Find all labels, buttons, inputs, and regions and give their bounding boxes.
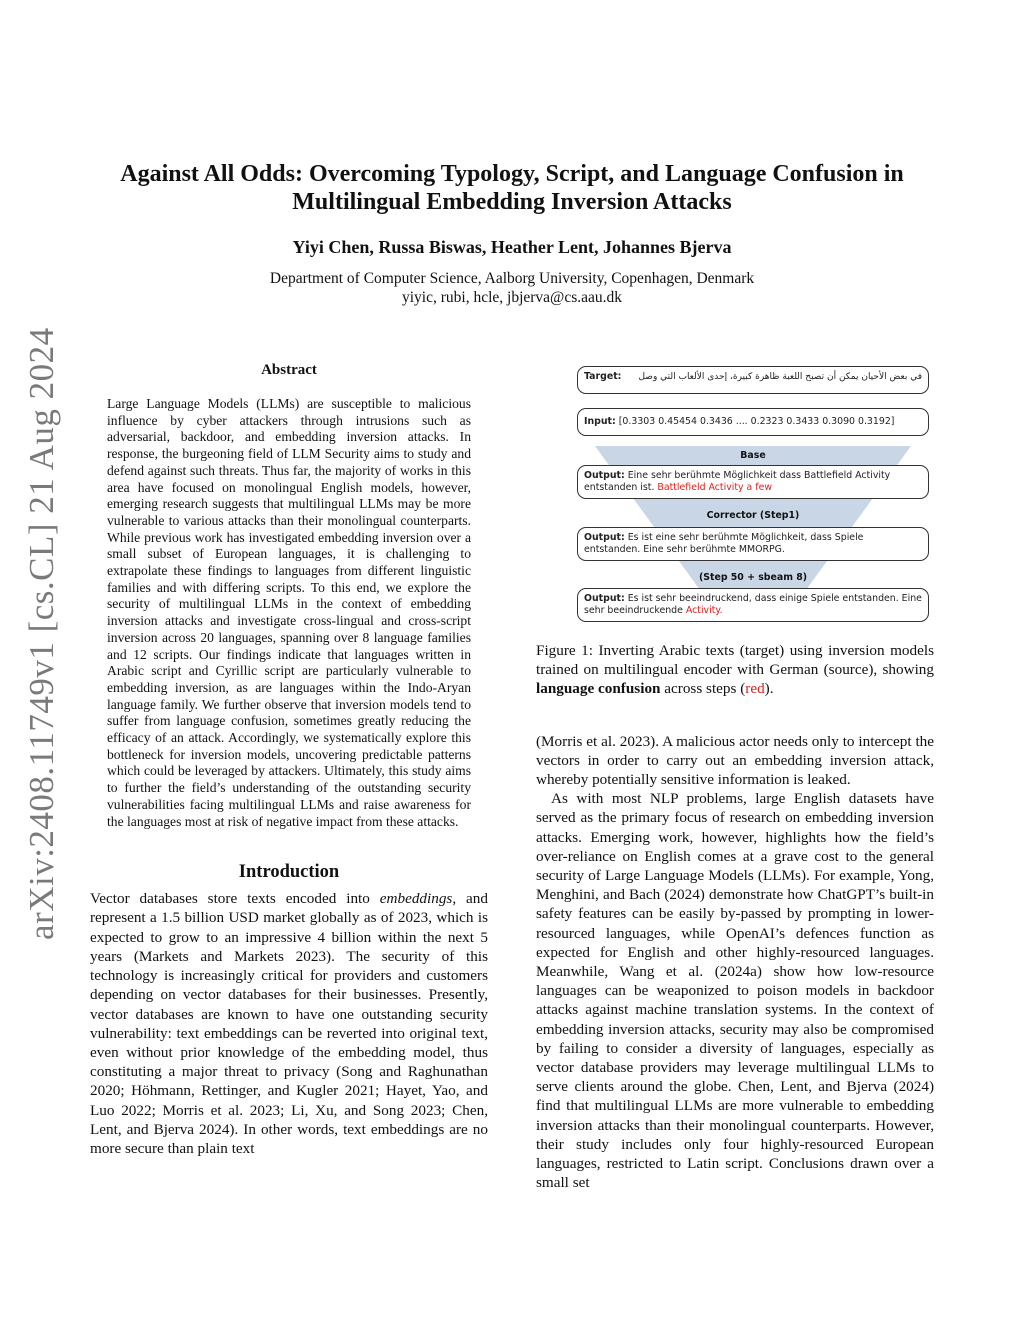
figure-1 xyxy=(575,362,931,624)
intro-emphasis-embeddings: embeddings xyxy=(379,890,453,908)
title-line-1: Against All Odds: Overcoming Typology, Script, and Language Confusion in xyxy=(120,161,904,187)
output-box-step50 xyxy=(577,588,929,622)
output-box-base xyxy=(577,465,929,499)
stage-base-label: Base xyxy=(740,450,766,461)
output-label: Output: xyxy=(584,593,625,604)
input-box xyxy=(577,408,929,436)
target-text: في بعض الأحيان يمكن أن تصبح اللعبة ظاهرة كبيرة، إحدى الألعاب التي وصل xyxy=(638,372,922,382)
output-text-step50: Es ist sehr beeindruckend, dass einige Spiele entstanden. Eine sehr beeindruckende xyxy=(584,593,922,616)
figure-caption xyxy=(536,641,934,699)
confusion-highlight: Activity. xyxy=(685,605,723,616)
input-label: Input: xyxy=(584,416,616,427)
caption-text-middle: across steps ( xyxy=(660,680,746,698)
right-paragraph-2: As with most NLP problems, large English datasets have served as the primary focus of research on embedding inversion attacks. Emerging work, however, highlights how the field’s over-reliance on English comes at a grave cost to the general security of Large Language Models (LLMs). For example, Yong, Menghini, and Bach (2024) demonstrate how ChatGPT’s built-in safety features can be easily by-passed by prompting in lower-resourced languages, while OpenAI’s defences function as expected for English and other highly-resourced languages. Meanwhile, Wang et al. (2024a) show how low-resource languages can be weaponized to poison models in backdoor attacks against machine translation systems. In the context of embedding inversion attacks, security may also be compromised by failing to consider a diversity of languages, especially as vector database providers may leverage multilingual LLMs to serve clients around the globe. Chen, Lent, and Bjerva (2024) find that multilingual LLMs are more vulnerable to embedding inversion attacks than their monolingual counterparts. However, their study includes only four highly-resourced European languages, restricted to Latin script. Conclusions drawn over a small set xyxy=(536,790,934,1192)
target-label: Target: xyxy=(584,371,622,382)
output-box-corrector xyxy=(577,527,929,561)
author-list: Yiyi Chen, Russa Biswas, Heather Lent, Johannes Bjerva xyxy=(292,237,732,257)
introduction-heading: Introduction xyxy=(238,862,340,883)
title-line-2: Multilingual Embedding Inversion Attacks xyxy=(292,189,732,215)
output-text-base: Eine sehr berühmte Möglichkeit dass Battlefield Activity entstanden ist. xyxy=(584,470,891,493)
caption-bold: language confusion xyxy=(536,680,661,698)
right-paragraph-1: (Morris et al. 2023). A malicious actor needs only to intercept the vectors in order to carry out an embedding inversion attack, whereby potentially sensitive information is leaked. xyxy=(536,732,934,789)
output-label: Output: xyxy=(584,532,625,543)
paper-title xyxy=(90,160,934,216)
caption-red-word: red xyxy=(745,680,765,698)
output-label: Output: xyxy=(584,470,625,481)
stage-corrector-label: Corrector (Step1) xyxy=(706,510,800,521)
abstract-text: Large Language Models (LLMs) are susceptible to malicious influence by cyber attackers through intrusions such as adversarial, backdoor, and embedding inversion attacks. In response, the burgeoning field of LLM Security aims to study and defend against such threats. Thus far, the majority of works in this area have focused on monolingual English models, however, emerging research suggests that multilingual LLMs may be more vulnerable to various attacks than their monolingual counterparts. While previous work has investigated embedding inversion over a small subset of European languages, it is challenging to extrapolate these findings to languages from different linguistic families and with differing scripts. To this end, we explore the security of multilingual LLMs in the context of embedding inversion attacks and investigate cross-lingual and cross-script inversion across 20 languages, spanning over 8 language families and 12 scripts. Our findings indicate that languages written in Arabic script and Cyrillic script are particularly vulnerable to embedding inversion, as are languages within the Indo-Aryan language family. We further observe that inversion models tend to suffer from language confusion, sometimes greatly reducing the efficacy of an attack. Accordingly, we systematically explore this bottleneck for inversion models, uncovering predictable patterns which could be leveraged by attackers. Ultimately, this study aims to further the field’s understanding of the outstanding security vulnerabilities facing multilingual LLMs and raise awareness for the languages most at risk of negative impact from these attacks. xyxy=(107,396,471,829)
introduction-paragraph xyxy=(90,889,488,1158)
caption-text-end: ). xyxy=(764,680,774,698)
input-vector-text: [0.3303 0.45454 0.3436 .... 0.2323 0.3433 0.3090 0.3192] xyxy=(618,416,895,427)
output-text-corrector: Es ist eine sehr berühmte Möglichkeit, dass Spiele entstanden. Eine sehr berühmte MMORPG. xyxy=(584,532,864,555)
caption-text: Figure 1: Inverting Arabic texts (target) using inversion models trained on multilingual encoder with German (source), showing xyxy=(536,642,934,679)
left-column xyxy=(90,362,488,1158)
target-box xyxy=(577,366,929,394)
intro-text-rest: , and represent a 1.5 billion USD market globally as of 2023, which is expected to grow to an impressive 4 billion within the next 5 years (Markets and Markets 2023). The security of this technology is increasingly critical for providers and customers depending on vector databases for their businesses. Presently, vector databases are known to have one outstanding security vulnerability: text embeddings can be reverted into original text, even without prior knowledge of the embedding model, thus constituting a major threat to privacy (Song and Raghunathan 2020; Höhmann, Rettinger, and Kugler 2021; Hayet, Yao, and Luo 2022; Morris et al. 2023; Li, Xu, and Song 2023; Chen, Lent, and Bjerva 2024). In other words, text embeddings are no more secure than plain text xyxy=(90,890,488,1157)
arxiv-identifier: arXiv:2408.11749v1 [cs.CL] 21 Aug 2024 xyxy=(22,327,61,940)
abstract-heading: Abstract xyxy=(261,362,317,378)
author-emails: yiyic, rubi, hcle, jbjerva@cs.aau.dk xyxy=(401,289,622,306)
stage-step50-label: (Step 50 + sbeam 8) xyxy=(698,572,808,583)
right-column xyxy=(536,362,934,1192)
affiliation: Department of Computer Science, Aalborg University, Copenhagen, Denmark xyxy=(269,270,755,287)
confusion-highlight: Battlefield Activity a few xyxy=(657,482,773,493)
affiliation-block xyxy=(90,269,934,307)
intro-text-start: Vector databases store texts encoded into xyxy=(90,890,380,908)
